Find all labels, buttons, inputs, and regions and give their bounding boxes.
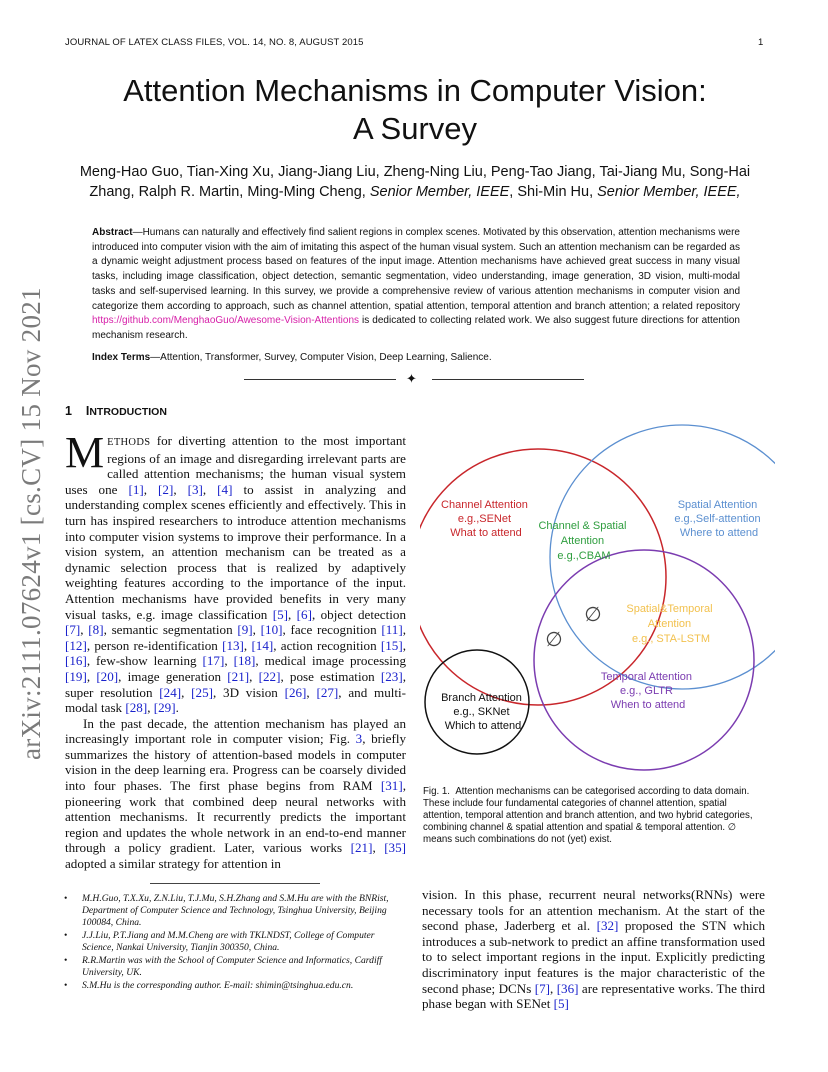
text-run: , pioneering work that combined deep neural networks with attention mechanisms. It recurrently predicts the important region and updates the whole network in an end-to-end manner through a policy gradient. Later, various works: [65, 778, 406, 856]
text-run: , few-show learning: [86, 653, 203, 669]
text-run: , pose estimation: [280, 668, 381, 684]
footnote-item: • M.H.Guo, T.X.Xu, Z.N.Liu, T.J.Mu, S.H.Zhang and S.M.Hu are with the BNRist, Department of Computer Science and Technology, Tsinghua University, Beijing 100084, China.: [80, 893, 408, 929]
divider-mark: ✦: [406, 371, 417, 386]
footnote-item: • S.M.Hu is the corresponding author. E-mail: shimin@tsinghua.edu.cn.: [80, 980, 408, 992]
text-run: , action recognition: [273, 637, 381, 653]
label-line: Spatial Attention: [677, 499, 758, 511]
citation-link[interactable]: [31]: [380, 778, 403, 794]
citation-link[interactable]: [21]: [350, 840, 373, 856]
footnote-item: • R.R.Martin was with the School of Computer Science and Informatics, Cardiff University, UK.: [80, 955, 408, 979]
channel-spatial-label: [538, 520, 629, 562]
paragraph-1: METHODS for diverting attention to the most important regions of an image and disregarding irrelevant parts are called attention mechanisms; the human visual system uses one [1], [2], [3], [4] to assist in analyzing and understanding complex scenes efficiently and effectively. This in turn has inspired researchers to introduce attention mechanisms into computer vision systems to improve their performance. In a vision system, an attention mechanism can be treated as a dynamic selection process that is realized by adaptively weighting features according to the importance of the input. Attention mechanisms have provided benefits in very many visual tasks, e.g. image classification [5], [6], object detection [7], [8], semantic segmentation [9], [10], face recognition [11], [12], person re-identification [13], [14], action recognition [15], [16], few-show learning [17], [18], medical image processing [19], [20], image generation [21], [22], pose estimation [23], super resolution [24], [25], 3D vision [26], [27], and multi-modal task [28], [29].: [65, 428, 407, 716]
title-line-2: A Survey: [352, 111, 478, 146]
citation-link[interactable]: [2]: [158, 481, 174, 497]
empty-set-symbol: ∅: [584, 602, 602, 626]
citation-link[interactable]: [10]: [260, 622, 283, 638]
label-line: e.g.,CBAM: [557, 550, 611, 562]
label-line: Which to attend: [444, 720, 522, 732]
spatial-attention-label: [674, 499, 763, 539]
empty-set-symbol: ∅: [545, 627, 563, 651]
label-line: e.g.,Self-attention: [674, 513, 761, 525]
citation-link[interactable]: [5]: [553, 996, 569, 1012]
abstract-label: Abstract: [92, 227, 133, 238]
footnote-rule: [150, 883, 320, 884]
label-line: e.g., STA-LSTM: [631, 633, 711, 645]
footnotes: [80, 893, 408, 993]
title-line-1: Attention Mechanisms in Computer Vision:: [123, 73, 707, 108]
repository-link[interactable]: https://github.com/MenghaoGuo/Awesome-Vision-Attentions: [92, 315, 360, 327]
section-heading: [65, 404, 167, 418]
citation-link[interactable]: [18]: [233, 653, 256, 669]
citation-link[interactable]: [7]: [534, 980, 551, 996]
abstract-text: —Humans can naturally and effectively find salient regions in complex scenes. Motivated by this observation, attention mechanisms were introduced into computer vision with the aim of imitating this aspect of the human visual system. Such an attention mechanism can be regarded as a dynamic weight adjustment process based on features of the input image. Attention mechanisms have achieved great success in many visual tasks, including image classification, object detection, semantic segmentation, video understanding, image generation, 3D vision, multi-modal tasks and self-supervised learning. In this survey, we provide a comprehensive review of various attention mechanisms in computer vision and categorize them according to approach, such as channel attention, spatial attention, temporal attention and branch attention; a related repository: [92, 227, 740, 312]
text-run: , object detection: [311, 606, 406, 622]
citation-link[interactable]: [28]: [125, 700, 148, 716]
citation-link[interactable]: [6]: [296, 606, 312, 622]
caption-text: Attention mechanisms can be categorised according to data domain. These include four fundamental categories of channel attention, spatial attention, temporal attention and branch attention, and two hybrid categories, combining channel & spatial attention and spatial & temporal attention. ∅ means such combinations do not (yet) exist.: [423, 786, 753, 845]
label-line: Where to attend: [679, 527, 759, 539]
label-line: Spatial&Temporal: [626, 603, 713, 615]
citation-link[interactable]: [11]: [381, 622, 403, 638]
label-line: Temporal Attention: [600, 671, 693, 683]
text-run: , image generation: [118, 668, 228, 684]
label-line: e.g.,SENet: [457, 513, 512, 525]
citation-link[interactable]: [32]: [596, 918, 619, 934]
section-number: 1: [65, 404, 72, 418]
label-line: Branch Attention: [441, 692, 522, 704]
author-role-1: Senior Member, IEEE: [369, 183, 510, 200]
abstract: [92, 226, 740, 344]
section-divider: [244, 372, 584, 386]
text-run: , 3D vision: [212, 684, 285, 700]
citation-link[interactable]: [26]: [284, 684, 307, 700]
label-line: When to attend: [610, 699, 686, 711]
figure-caption: [423, 786, 768, 846]
authors-line-2: [65, 183, 765, 203]
text-run: to assist in analyzing and understanding complex scenes efficiently and effectively. This in turn has inspired researchers to introduce attention mechanisms into computer vision systems to improve their performance. In a vision system, an attention mechanism can be treated as a dynamic selection process that is realized by adaptively weighting features according to the importance of the input. Attention mechanisms have provided benefits in very many visual tasks, e.g. image classification: [65, 481, 407, 622]
text-run: for diverting attention to the most important regions of an image and disregarding irrelevant parts are called attention mechanisms; the human visual system uses one: [65, 433, 406, 497]
text-run: , face recognition: [282, 622, 382, 638]
figure-link[interactable]: 3: [355, 731, 363, 747]
citation-link[interactable]: [29]: [153, 700, 176, 716]
authors-names-a: Zhang, Ralph R. Martin, Ming-Ming Cheng,: [89, 183, 370, 200]
label-line: Attention: [647, 618, 692, 630]
text-run: , semantic segmentation: [103, 622, 238, 638]
citation-link[interactable]: [15]: [380, 637, 403, 653]
citation-link[interactable]: [14]: [251, 637, 274, 653]
spatial-temporal-label: [626, 603, 715, 645]
index-terms: [92, 352, 740, 363]
drop-cap: M: [65, 428, 105, 477]
text-run: , super resolution: [65, 668, 406, 700]
channel-attention-circle: [420, 449, 666, 705]
citation-link[interactable]: [19]: [65, 668, 87, 684]
arxiv-stamp: arXiv:2111.07624v1 [cs.CV] 15 Nov 2021: [16, 287, 46, 760]
section-title-rest: NTRODUCTION: [89, 406, 167, 418]
citation-link[interactable]: [27]: [316, 684, 339, 700]
text-run: vision. In this phase, recurrent neural networks(RNNs) were necessary tools for an attention mechanism. At the start of the second phase, Jaderberg et al.: [422, 887, 765, 934]
temporal-attention-label: [601, 671, 695, 711]
text-run: In the past decade, the attention mechanism has played an increasingly important role in computer vision; Fig.: [65, 715, 406, 747]
paragraph-2: In the past decade, the attention mechanism has played an increasingly important role in computer vision; Fig. 3, briefly summarizes the history of attention-based models in computer vision in the deep learning era. Progress can be coarsely divided into four phases. The first phase begins from RAM [31], pioneering work that combined deep neural networks with attention mechanisms. It recurrently predicts the important region and updates the whole network in an end-to-end manner through a policy gradient. Later, various works [21], [35] adopted a similar strategy for attention in: [65, 715, 407, 872]
text-run: , briefly summarizes the history of attention-based models in computer vision in the deep learning era. Progress can be coarsely divided into four phases. The first phase begins from RAM: [65, 731, 407, 794]
citation-link[interactable]: [9]: [237, 622, 253, 638]
citation-link[interactable]: [1]: [128, 481, 144, 497]
label-line: Channel & Spatial: [538, 520, 627, 532]
text-run: , medical image processing: [255, 653, 406, 669]
body-left-column: [65, 428, 407, 872]
paper-title: [90, 72, 740, 148]
divider-line-left: [244, 379, 396, 380]
paragraph-3: vision. In this phase, recurrent neural networks(RNNs) were necessary tools for an attention mechanism. At the start of the second phase, Jaderberg et al. [32] proposed the STN which introduces a sub-network to predict an affine transformation used to to select important regions in the input. Explicitly predicting discriminatory input features is the major characteristic of the second phase; DCNs [7], [36] are representative works. The third phase began with SENet [5]: [422, 887, 766, 1012]
author-role-2: Senior Member, IEEE,: [597, 183, 741, 200]
text-run: , and multi-modal task: [65, 684, 407, 716]
running-head: JOURNAL OF LATEX CLASS FILES, VOL. 14, NO. 8, AUGUST 2015: [65, 37, 364, 48]
label-line: Channel Attention: [441, 499, 528, 511]
index-terms-label: Index Terms: [92, 352, 151, 363]
authors-names-b: , Shi-Min Hu,: [509, 183, 598, 200]
citation-link[interactable]: [35]: [384, 840, 407, 856]
abstract-text-end: is dedicated to collecting related work. We also suggest future directions for attention mechanism research.: [92, 315, 740, 341]
body-right-column: [422, 887, 765, 1012]
citation-link[interactable]: [21]: [227, 668, 250, 684]
citation-link[interactable]: [5]: [272, 606, 288, 622]
temporal-attention-circle: [534, 550, 754, 770]
citation-link[interactable]: [17]: [202, 653, 225, 669]
channel-attention-label: [441, 499, 531, 539]
citation-link[interactable]: [12]: [65, 637, 87, 653]
text-run: , person re-identification: [86, 637, 223, 653]
small-caps-lead: ETHODS: [107, 437, 151, 448]
citation-link[interactable]: [36]: [556, 980, 579, 996]
citation-link[interactable]: [8]: [88, 622, 104, 638]
citation-link[interactable]: [13]: [222, 637, 244, 653]
citation-link[interactable]: [4]: [217, 481, 233, 497]
text-run: are representative works. The third phase began with SENet: [422, 980, 766, 1012]
citation-link[interactable]: [3]: [187, 481, 203, 497]
caption-label: Fig. 1.: [423, 786, 450, 797]
label-line: What to attend: [450, 527, 522, 539]
label-line: Attention: [560, 535, 605, 547]
authors-line-1: Meng-Hao Guo, Tian-Xing Xu, Jiang-Jiang Liu, Zheng-Ning Liu, Peng-Tao Jiang, Tai-Jiang Mu, Song-Hai: [79, 164, 751, 180]
author-list: [65, 163, 765, 202]
text-run: .: [175, 700, 179, 716]
text-run: proposed the STN which introduces a sub-network to predict an affine transformation used to to select important regions in the input. Explicitly predicting discriminatory input features is the major characteristic of the second phase; DCNs: [422, 918, 766, 996]
branch-attention-label: [441, 692, 525, 732]
divider-line-right: [432, 379, 584, 380]
citation-link[interactable]: [7]: [65, 622, 81, 638]
citation-link[interactable]: [24]: [159, 684, 182, 700]
citation-link[interactable]: [20]: [96, 668, 119, 684]
citation-link[interactable]: [22]: [258, 668, 281, 684]
attention-venn-diagram: [420, 422, 775, 787]
section-title-first: I: [85, 404, 90, 418]
text-run: adopted a similar strategy for attention in: [65, 856, 281, 872]
citation-link[interactable]: [25]: [191, 684, 213, 700]
index-terms-text: —Attention, Transformer, Survey, Computer Vision, Deep Learning, Salience.: [150, 352, 492, 363]
citation-link[interactable]: [16]: [65, 653, 87, 669]
footnote-item: • J.J.Liu, P.T.Jiang and M.M.Cheng are with TKLNDST, College of Computer Science, Nankai University, Tianjin 300350, China.: [80, 930, 408, 954]
label-line: e.g., GLTR: [619, 685, 673, 697]
page-number: 1: [758, 37, 764, 48]
label-line: e.g., SKNet: [453, 706, 510, 718]
citation-link[interactable]: [23]: [380, 668, 403, 684]
